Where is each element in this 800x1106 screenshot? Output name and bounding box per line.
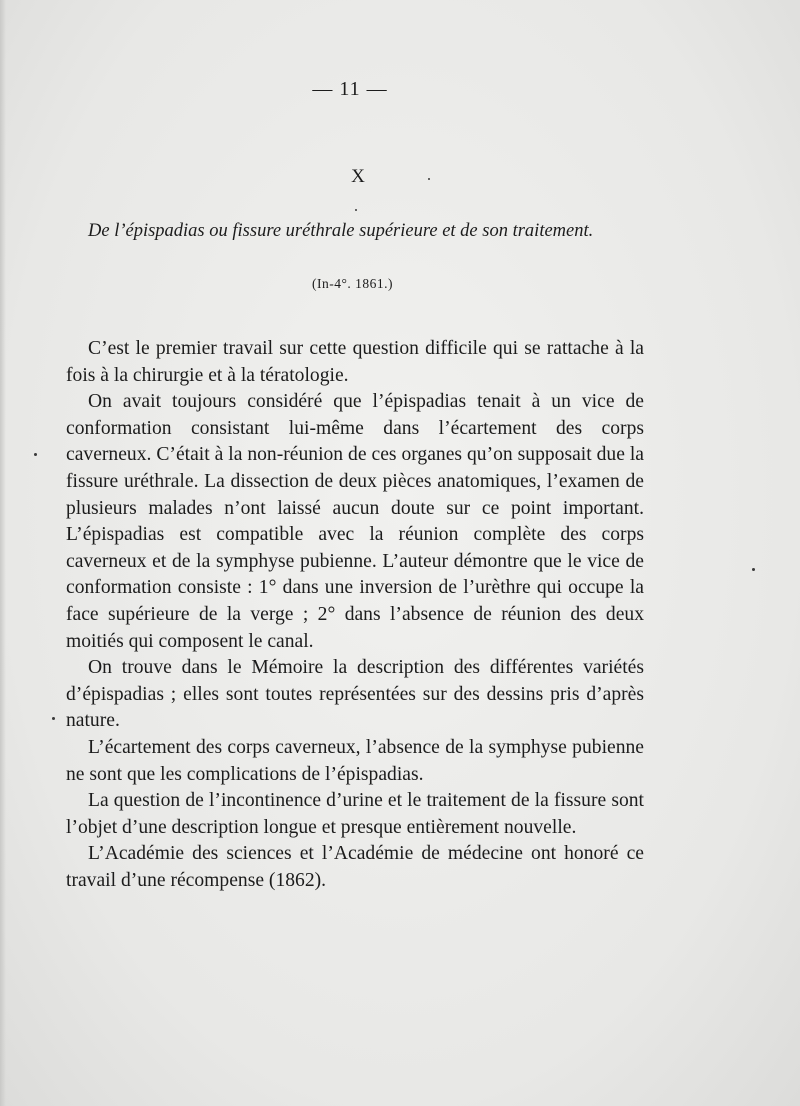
paragraph: La question de l’incontinence d’urine et le traitement de la fissure sont l’objet d’une description longue et presque entièrement nouvelle. xyxy=(66,790,644,838)
paragraph: L’Académie des sciences et l’Académie de médecine ont honoré ce travail d’une récompense (1862). xyxy=(66,843,644,891)
section-number: X xyxy=(351,166,365,187)
body-text xyxy=(66,336,644,894)
publication-info: (In-4°. 1861.) xyxy=(311,276,393,291)
section-title: De l’épispadias ou fissure uréthrale supérieure et de son traitement. xyxy=(88,221,594,241)
paragraph: L’écartement des corps caverneux, l’absence de la symphyse pubienne ne sont que les complications de l’épispadias. xyxy=(66,736,644,785)
paragraph: On trouve dans le Mémoire la description des différentes variétés d’épispadias ; elles sont toutes représentées sur des dessins pris d’après nature. xyxy=(66,657,644,732)
paper-speck xyxy=(34,453,37,456)
page-number: — 11 — xyxy=(312,78,388,100)
paper-speck xyxy=(752,568,755,571)
paper-speck xyxy=(355,209,357,211)
paragraph: On avait toujours considéré que l’épispadias tenait à un vice de conformation consistant lui-même dans l’écartement des corps caverneux. C’était à la non-réunion de ces organes qu’on supposait due la fissure uréthrale. La dissection de deux pièces anatomiques, l’examen de plusieurs malades n’ont laissé aucun doute sur ce point important. L’épispadias est compatible avec la réunion complète des corps caverneux et de la symphyse pubienne. L’auteur démontre que le vice de conformation consiste : 1° dans une inversion de l’urèthre qui occupe la face supérieure de la verge ; 2° dans l’absence de réunion des deux moitiés qui composent le canal. xyxy=(66,391,644,652)
paper-speck xyxy=(52,717,55,720)
paper-speck xyxy=(428,178,430,180)
paragraph: C’est le premier travail sur cette question difficile qui se rattache à la fois à la chirurgie et à la tératologie. xyxy=(66,338,644,386)
